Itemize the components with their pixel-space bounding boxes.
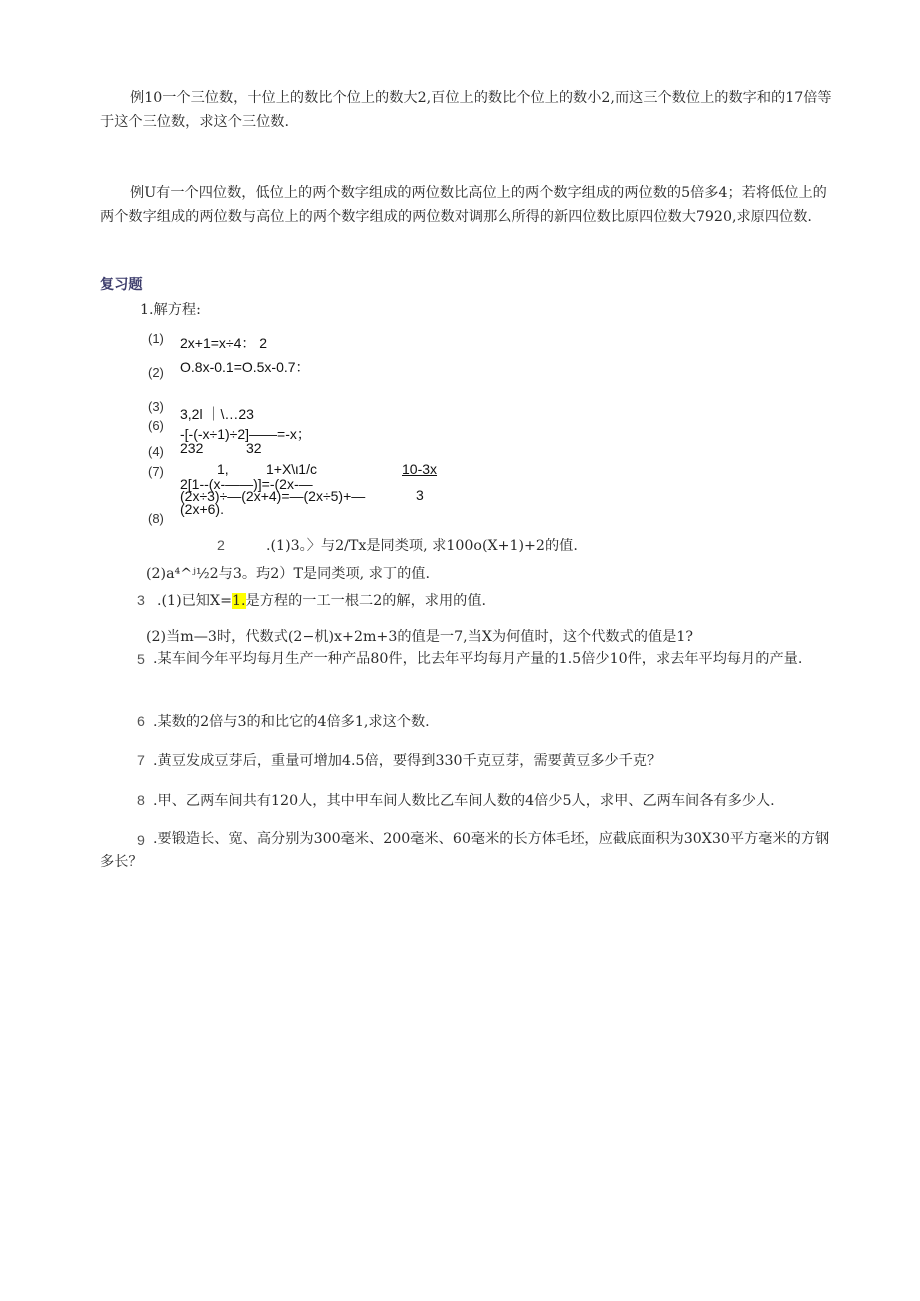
eq-label-8: (8)	[148, 511, 164, 526]
equation-3-top: 3,2l ｜\…23	[180, 406, 254, 422]
eq-label-4: (4)	[148, 444, 164, 459]
question-1-title: 1.解方程:	[140, 302, 201, 318]
question-2-part-2: (2)a⁴^ʲ½2与3。玙2）T是同类项, 求丁的值.	[146, 566, 430, 582]
question-9-text: .要锻造长、宽、高分别为300毫米、200毫米、60毫米的长方体毛坯，应截底面积为30X30平方毫米的方钢多长？	[100, 831, 830, 870]
equation-8-main: (2x+6).	[180, 501, 224, 517]
question-9-number: 9	[137, 833, 145, 849]
equation-1: 2x+1=x÷4： 2	[180, 335, 268, 351]
eq-label-7: (7)	[148, 464, 164, 479]
highlighted-value: 1.	[231, 593, 246, 609]
example-11: 例U有一个四位数，低位上的两个数字组成的两位数比高位上的两个数字组成的两位数的5倍多4；若将低位上的两个数字组成的两位数与高位上的两个数字组成的两位数对调那么所得的新四位数比原四位数大7920,求原四位数.	[100, 185, 827, 225]
equation-4-top-c: 10-3x	[402, 461, 438, 477]
eq-label-3: (3)	[148, 399, 164, 414]
eq-label-6: (6)	[148, 418, 164, 433]
equation-4-top-b: 1+X\ι1/c	[266, 461, 317, 477]
question-8-number: 8	[137, 793, 145, 809]
example-10: 例10一个三位数，十位上的数比个位上的数大2,百位上的数比个位上的数小2,而这三个数位上的数字和的17倍等于这个三位数，求这个三位数.	[100, 90, 832, 130]
equation-3-bottom-a: 232	[180, 440, 204, 456]
question-2-number: 2	[217, 538, 225, 554]
question-8-text: .甲、乙两车间共有120人，其中甲车间人数比乙车间人数的4倍少5人，求甲、乙两车间各有多少人.	[153, 793, 775, 809]
question-5-text: .某车间今年平均每月生产一种产品80件，比去年平均每月产量的1.5倍少10件，求去年平均每月的产量.	[153, 651, 803, 667]
question-6-number: 6	[137, 714, 145, 730]
eq-label-1: (1)	[148, 331, 164, 346]
question-3-part-2: (2)当m—3时，代数式(2−机)x+2m+3的值是一7,当X为何值时，这个代数式的值是1?	[146, 629, 693, 645]
review-title: 复习题	[100, 277, 143, 293]
question-2-part-1: .(1)3。〉与2/Tx是同类项, 求100o(X+1)+2的值.	[266, 538, 578, 554]
question-3-pre: .(1)已知X=	[157, 593, 232, 609]
equation-7-main: (2x÷3)÷—(2x+4)=—(2x÷5)+—	[180, 488, 366, 504]
question-3-part-1	[157, 592, 486, 610]
question-3-post: 是方程的一工一根二2的解，求用的值.	[245, 593, 487, 609]
equation-3-bottom-b: 32	[246, 440, 262, 456]
question-5-number: 5	[137, 652, 145, 668]
equation-7-denominator: 3	[416, 487, 424, 503]
equation-2: O.8x-0.1=O.5x-0.7：	[180, 359, 310, 375]
question-7-text: .黄豆发成豆芽后，重量可增加4.5倍，要得到330千克豆芽，需要黄豆多少千克？	[153, 753, 662, 769]
question-7-number: 7	[137, 753, 145, 769]
equation-3-main: -[-(-x÷1)÷2]——=-x；	[180, 426, 311, 442]
equation-4-main: 2[1--(x-——)]=-(2x-—	[180, 476, 313, 492]
equation-4-top-a: 1,	[217, 461, 229, 477]
question-6-text: .某数的2倍与3的和比它的4倍多1,求这个数.	[153, 714, 430, 730]
eq-label-2: (2)	[148, 365, 164, 380]
question-3-number: 3	[137, 593, 145, 609]
